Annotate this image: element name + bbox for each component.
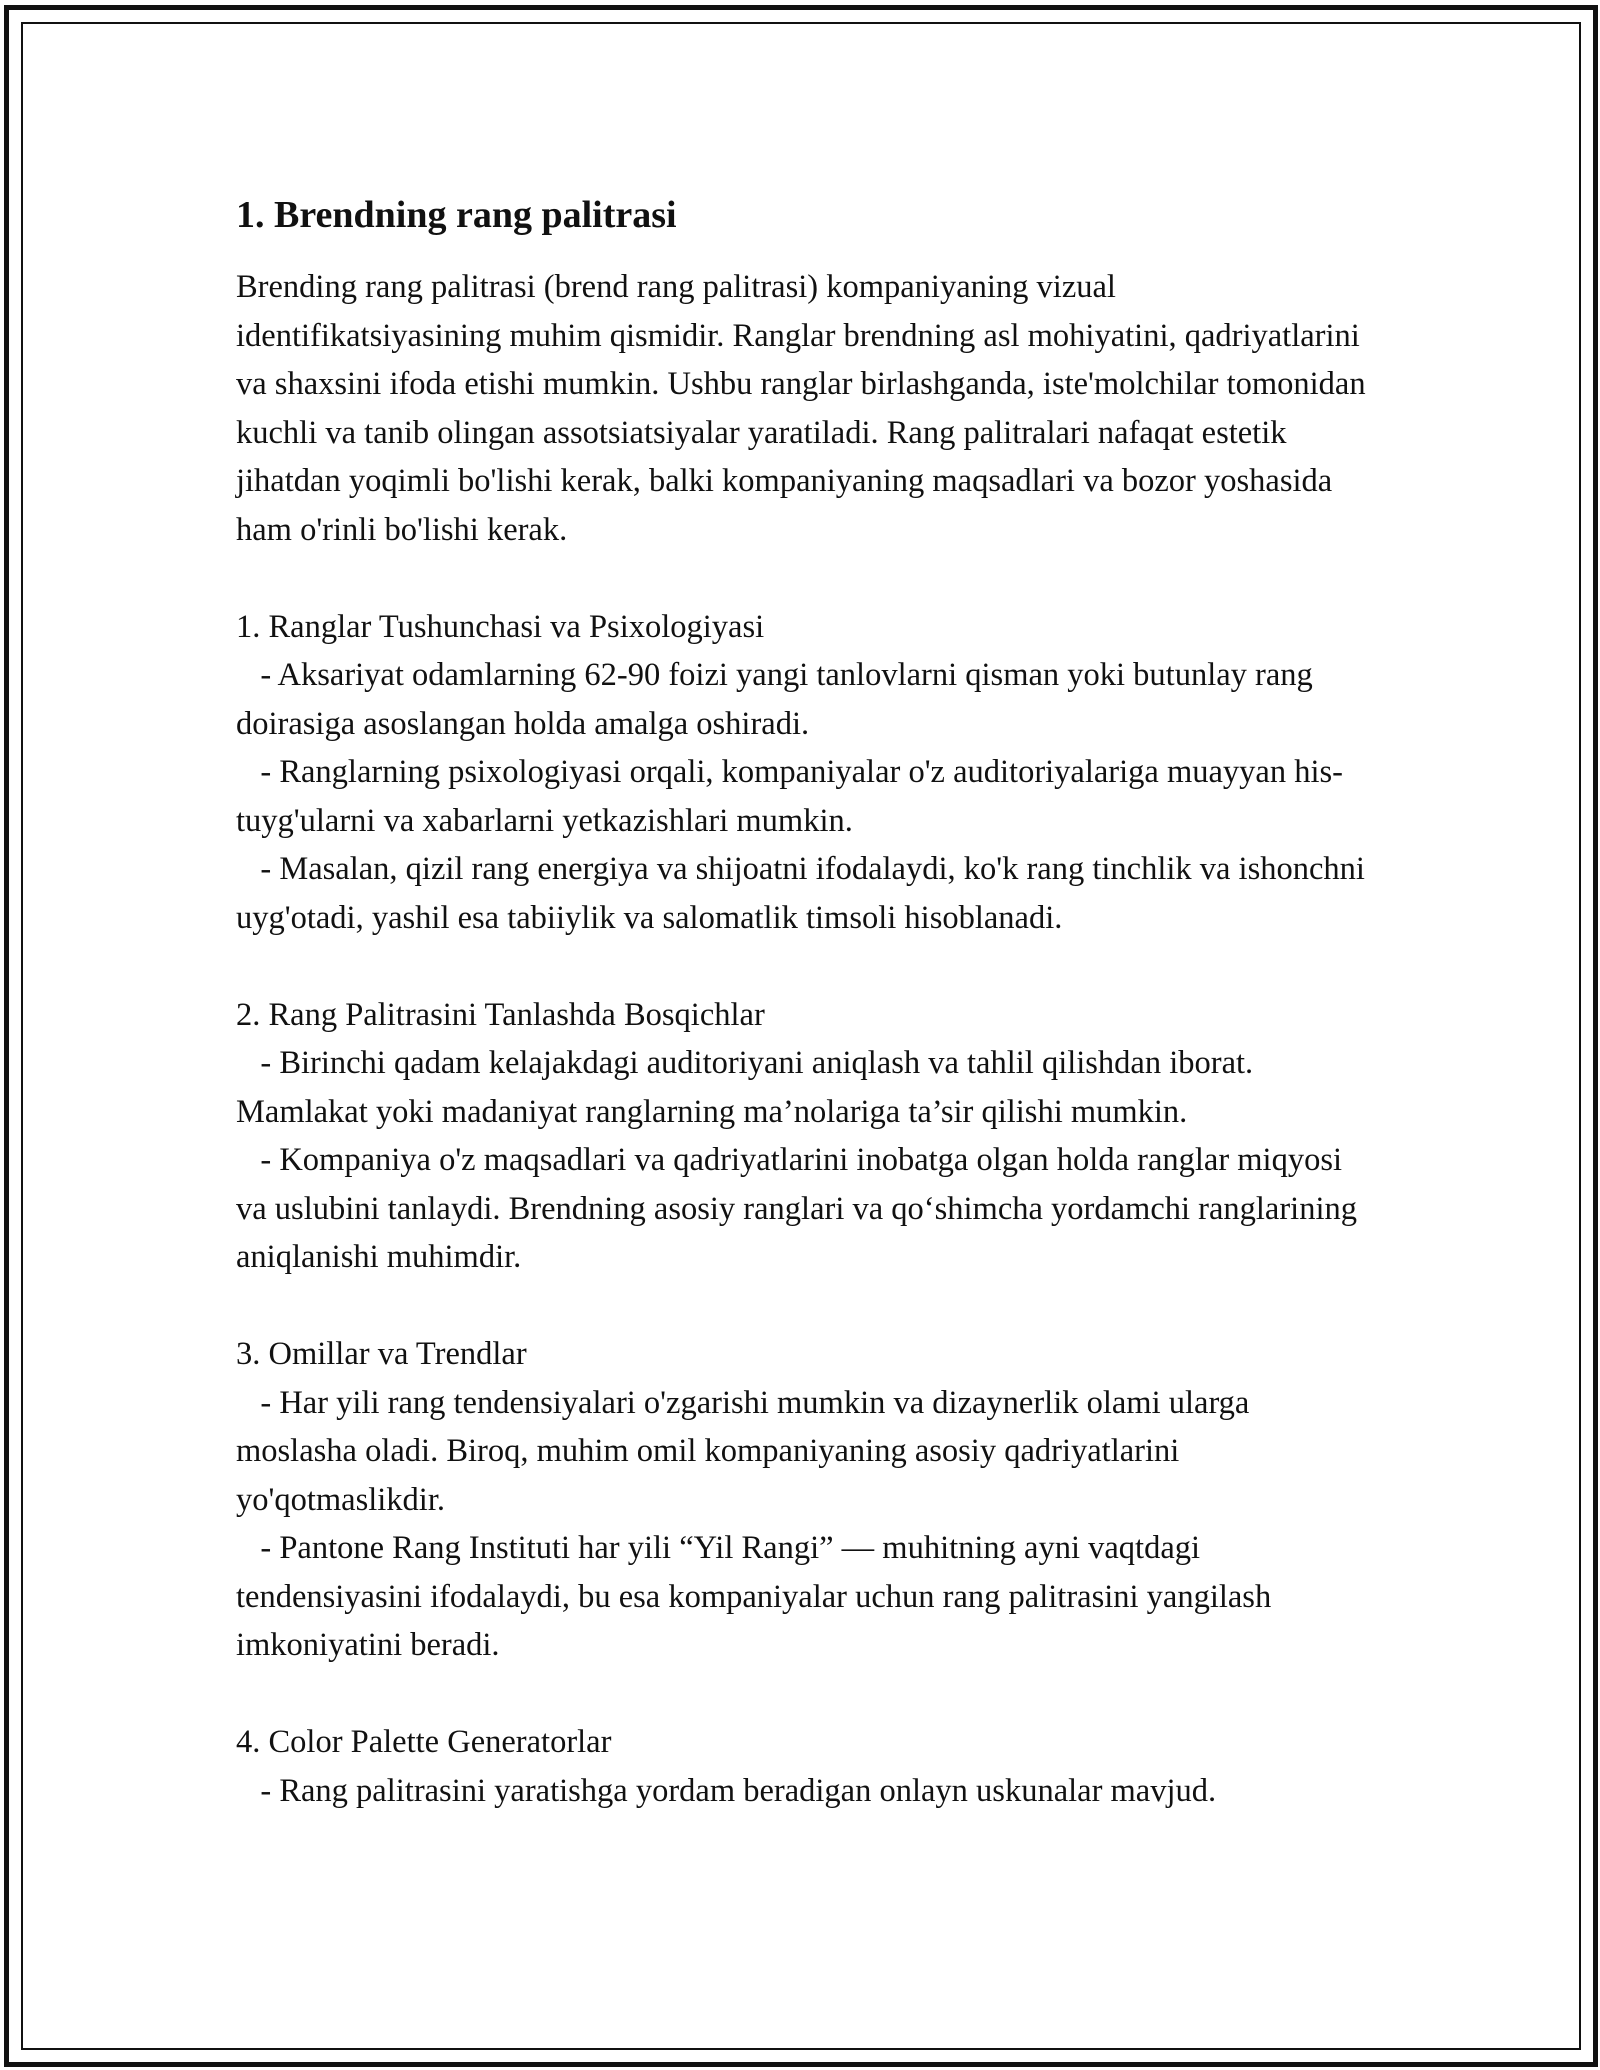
section-heading: 1. Ranglar Tushunchasi va Psixologiyasi [236, 608, 765, 645]
section-factors-trends [236, 1330, 1376, 1670]
section-heading: 4. Color Palette Generatorlar [236, 1724, 612, 1760]
bullet-item: - Aksariyat odamlarning 62-90 foizi yangi tanlovlarni qisman yoki butunlay rang doirasiga asoslangan holda amalga oshiradi. [236, 657, 1321, 742]
document-title: 1. Brendning rang palitrasi [236, 194, 677, 236]
intro-paragraph: Brending rang palitrasi (brend rang palitrasi) kompaniyaning vizual identifikatsiyasining muhim qismidir. Ranglar brendning asl mohiyatini, qadriyatlarini va shaxsini ifoda etishi mumkin. Ushbu ranglar birlashganda, iste'molchilar tomonidan kuchli va tanib olingan assotsiatsiyalar yaratiladi. Rang palitralari nafaqat estetik jihatdan yoqimli bo'lishi kerak, balki kompaniyaning maqsadlari va bozor yoshasida ham o'rinli bo'lishi kerak. [236, 269, 1366, 548]
section-colors-psychology [236, 603, 1376, 943]
section-palette-steps [236, 991, 1376, 1282]
bullet-item: - Pantone Rang Instituti har yili “Yil Rangi” — muhitning ayni vaqtdagi tendensiyasini ifodalaydi, bu esa kompaniyalar uchun rang palitrasini yangilash imkoniyatini beradi. [236, 1530, 1280, 1663]
document-body [236, 187, 1376, 1815]
section-heading: 2. Rang Palitrasini Tanlashda Bosqichlar [236, 996, 765, 1033]
bullet-item: - Masalan, qizil rang energiya va shijoatni ifodalaydi, ko'k rang tinchlik va ishonchni uyg'otadi, yashil esa tabiiylik va salomatlik timsoli hisoblanadi. [236, 851, 1374, 936]
bullet-item: - Rang palitrasini yaratishga yordam beradigan onlayn uskunalar mavjud. [236, 1772, 1217, 1809]
section-palette-generators [236, 1718, 1376, 1815]
bullet-item: - Ranglarning psixologiyasi orqali, kompaniyalar o'z auditoriyalariga muayyan his-tuyg'ularni va xabarlarni yetkazishlari mumkin. [236, 754, 1343, 839]
bullet-item: - Kompaniya o'z maqsadlari va qadriyatlarini inobatga olgan holda ranglar miqyosi va uslubini tanlaydi. Brendning asosiy ranglari va qo‘shimcha yordamchi ranglarining aniqlanishi muhimdir. [236, 1142, 1366, 1275]
bullet-item: - Birinchi qadam kelajakdagi auditoriyani aniqlash va tahlil qilishdan iborat. Mamlakat yoki madaniyat ranglarning ma’nolariga ta’sir qilishi mumkin. [236, 1045, 1262, 1130]
section-heading: 3. Omillar va Trendlar [236, 1336, 527, 1372]
bullet-item: - Har yili rang tendensiyalari o'zgarishi mumkin va dizaynerlik olami ularga moslasha oladi. Biroq, muhim omil kompaniyaning asosiy qadriyatlarini yo'qotmaslikdir. [236, 1384, 1258, 1518]
